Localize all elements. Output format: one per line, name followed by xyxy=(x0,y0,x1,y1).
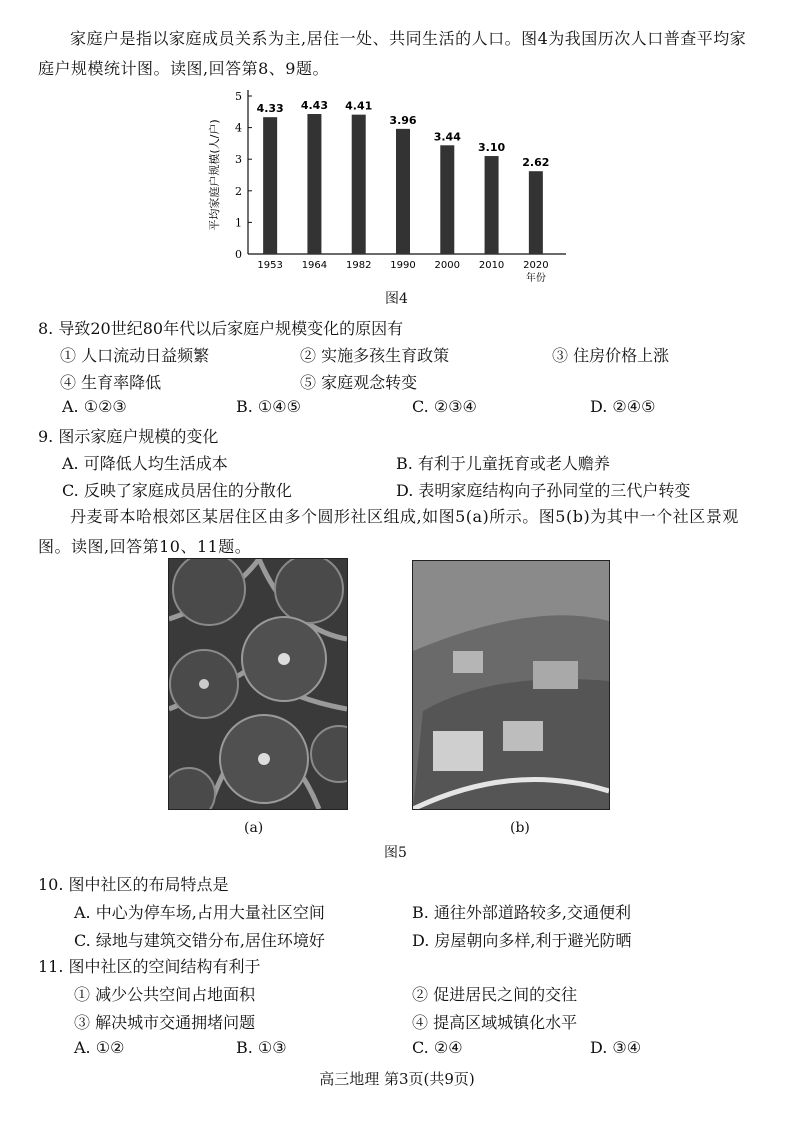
x-tick-label: 2010 xyxy=(478,260,505,271)
y-tick-label: 5 xyxy=(235,90,242,103)
q10-option-b[interactable]: B. 通往外部道路较多,交通便利 xyxy=(412,903,632,922)
q8-option-d[interactable]: D. ②④⑤ xyxy=(590,397,656,416)
bar-chart-svg xyxy=(196,86,576,286)
data-label: 3.10 xyxy=(478,141,506,155)
q9-option-c[interactable]: C. 反映了家庭成员居住的分散化 xyxy=(62,481,292,500)
data-label: 3.96 xyxy=(389,113,417,127)
figure-5-caption: 图5 xyxy=(384,845,407,861)
q11-item-2: ② 促进居民之间的交往 xyxy=(412,985,578,1004)
x-tick-label: 2020 xyxy=(523,260,549,271)
q8-item-5: ⑤ 家庭观念转变 xyxy=(300,373,418,392)
q9-option-b[interactable]: B. 有利于儿童抚育或老人赡养 xyxy=(396,454,610,473)
x-axis-title: 年份 xyxy=(525,273,546,284)
q11-option-c[interactable]: C. ②④ xyxy=(412,1038,463,1057)
q8-item-4: ④ 生育率降低 xyxy=(60,373,162,392)
figure-5b-label: (b) xyxy=(510,820,530,836)
y-axis-title: 平均家庭户规模(人/户) xyxy=(208,119,221,231)
q11-stem: 11. 图中社区的空间结构有利于 xyxy=(38,957,261,976)
bar xyxy=(485,156,499,254)
x-tick-label: 1982 xyxy=(345,260,372,271)
q8-item-1: ① 人口流动日益频繁 xyxy=(60,346,210,365)
q10-option-d[interactable]: D. 房屋朝向多样,利于避光防晒 xyxy=(412,931,632,950)
q11-item-1: ① 减少公共空间占地面积 xyxy=(74,985,256,1004)
q8-item-2: ② 实施多孩生育政策 xyxy=(300,346,450,365)
y-tick-label: 2 xyxy=(235,184,242,198)
q10-stem: 10. 图中社区的布局特点是 xyxy=(38,875,229,894)
q11-item-4: ④ 提高区域城镇化水平 xyxy=(412,1013,578,1032)
page-footer: 高三地理 第3页(共9页) xyxy=(319,1070,475,1088)
data-label: 4.41 xyxy=(345,99,373,113)
q9-option-d[interactable]: D. 表明家庭结构向子孙同堂的三代户转变 xyxy=(396,481,691,500)
q11-option-a[interactable]: A. ①② xyxy=(74,1038,125,1057)
bar xyxy=(396,129,410,254)
bar xyxy=(263,117,277,254)
figure-5a-label: (a) xyxy=(244,820,264,836)
intro-paragraph-1: 家庭户是指以家庭成员关系为主,居住一处、共同生活的人口。图4为我国历次人口普查平均家庭户规模统计图。读图,回答第8、9题。 xyxy=(38,29,747,78)
x-tick-label: 1990 xyxy=(390,260,416,271)
q8-option-b[interactable]: B. ①④⑤ xyxy=(236,397,301,416)
y-tick-label: 3 xyxy=(235,153,242,167)
figure-4-chart xyxy=(196,86,576,286)
q9-stem: 9. 图示家庭户规模的变化 xyxy=(38,427,219,446)
bar xyxy=(307,114,321,254)
x-tick-label: 1964 xyxy=(301,260,328,271)
q11-item-3: ③ 解决城市交通拥堵问题 xyxy=(74,1013,256,1032)
data-label: 4.33 xyxy=(256,102,284,116)
q11-option-b[interactable]: B. ①③ xyxy=(236,1038,287,1057)
figure-5b-landscape-photo xyxy=(412,560,610,810)
q8-option-a[interactable]: A. ①②③ xyxy=(62,397,127,416)
bar xyxy=(529,171,543,254)
q11-option-d[interactable]: D. ③④ xyxy=(590,1038,642,1057)
bar xyxy=(352,115,366,254)
data-label: 4.43 xyxy=(300,99,328,113)
x-tick-label: 2000 xyxy=(434,260,461,271)
q10-option-a[interactable]: A. 中心为停车场,占用大量社区空间 xyxy=(74,903,325,922)
data-label: 3.44 xyxy=(433,130,461,144)
intro-paragraph-2: 丹麦哥本哈根郊区某居住区由多个圆形社区组成,如图5(a)所示。图5(b)为其中一个社区景观图。读图,回答第10、11题。 xyxy=(38,507,739,556)
q8-stem: 8. 导致20世纪80年代以后家庭户规模变化的原因有 xyxy=(38,319,404,338)
y-tick-label: 1 xyxy=(235,216,242,230)
q8-item-3: ③ 住房价格上涨 xyxy=(552,346,670,365)
data-label: 2.62 xyxy=(522,156,550,170)
q9-option-a[interactable]: A. 可降低人均生活成本 xyxy=(62,454,228,473)
q10-option-c[interactable]: C. 绿地与建筑交错分布,居住环境好 xyxy=(74,931,325,950)
figure-4-caption: 图4 xyxy=(385,291,408,307)
y-tick-label: 4 xyxy=(235,121,242,135)
bar xyxy=(440,145,454,254)
q8-option-c[interactable]: C. ②③④ xyxy=(412,397,477,416)
x-tick-label: 1953 xyxy=(257,260,283,271)
y-tick-label: 0 xyxy=(235,248,242,261)
figure-5a-aerial-photo xyxy=(168,558,348,810)
